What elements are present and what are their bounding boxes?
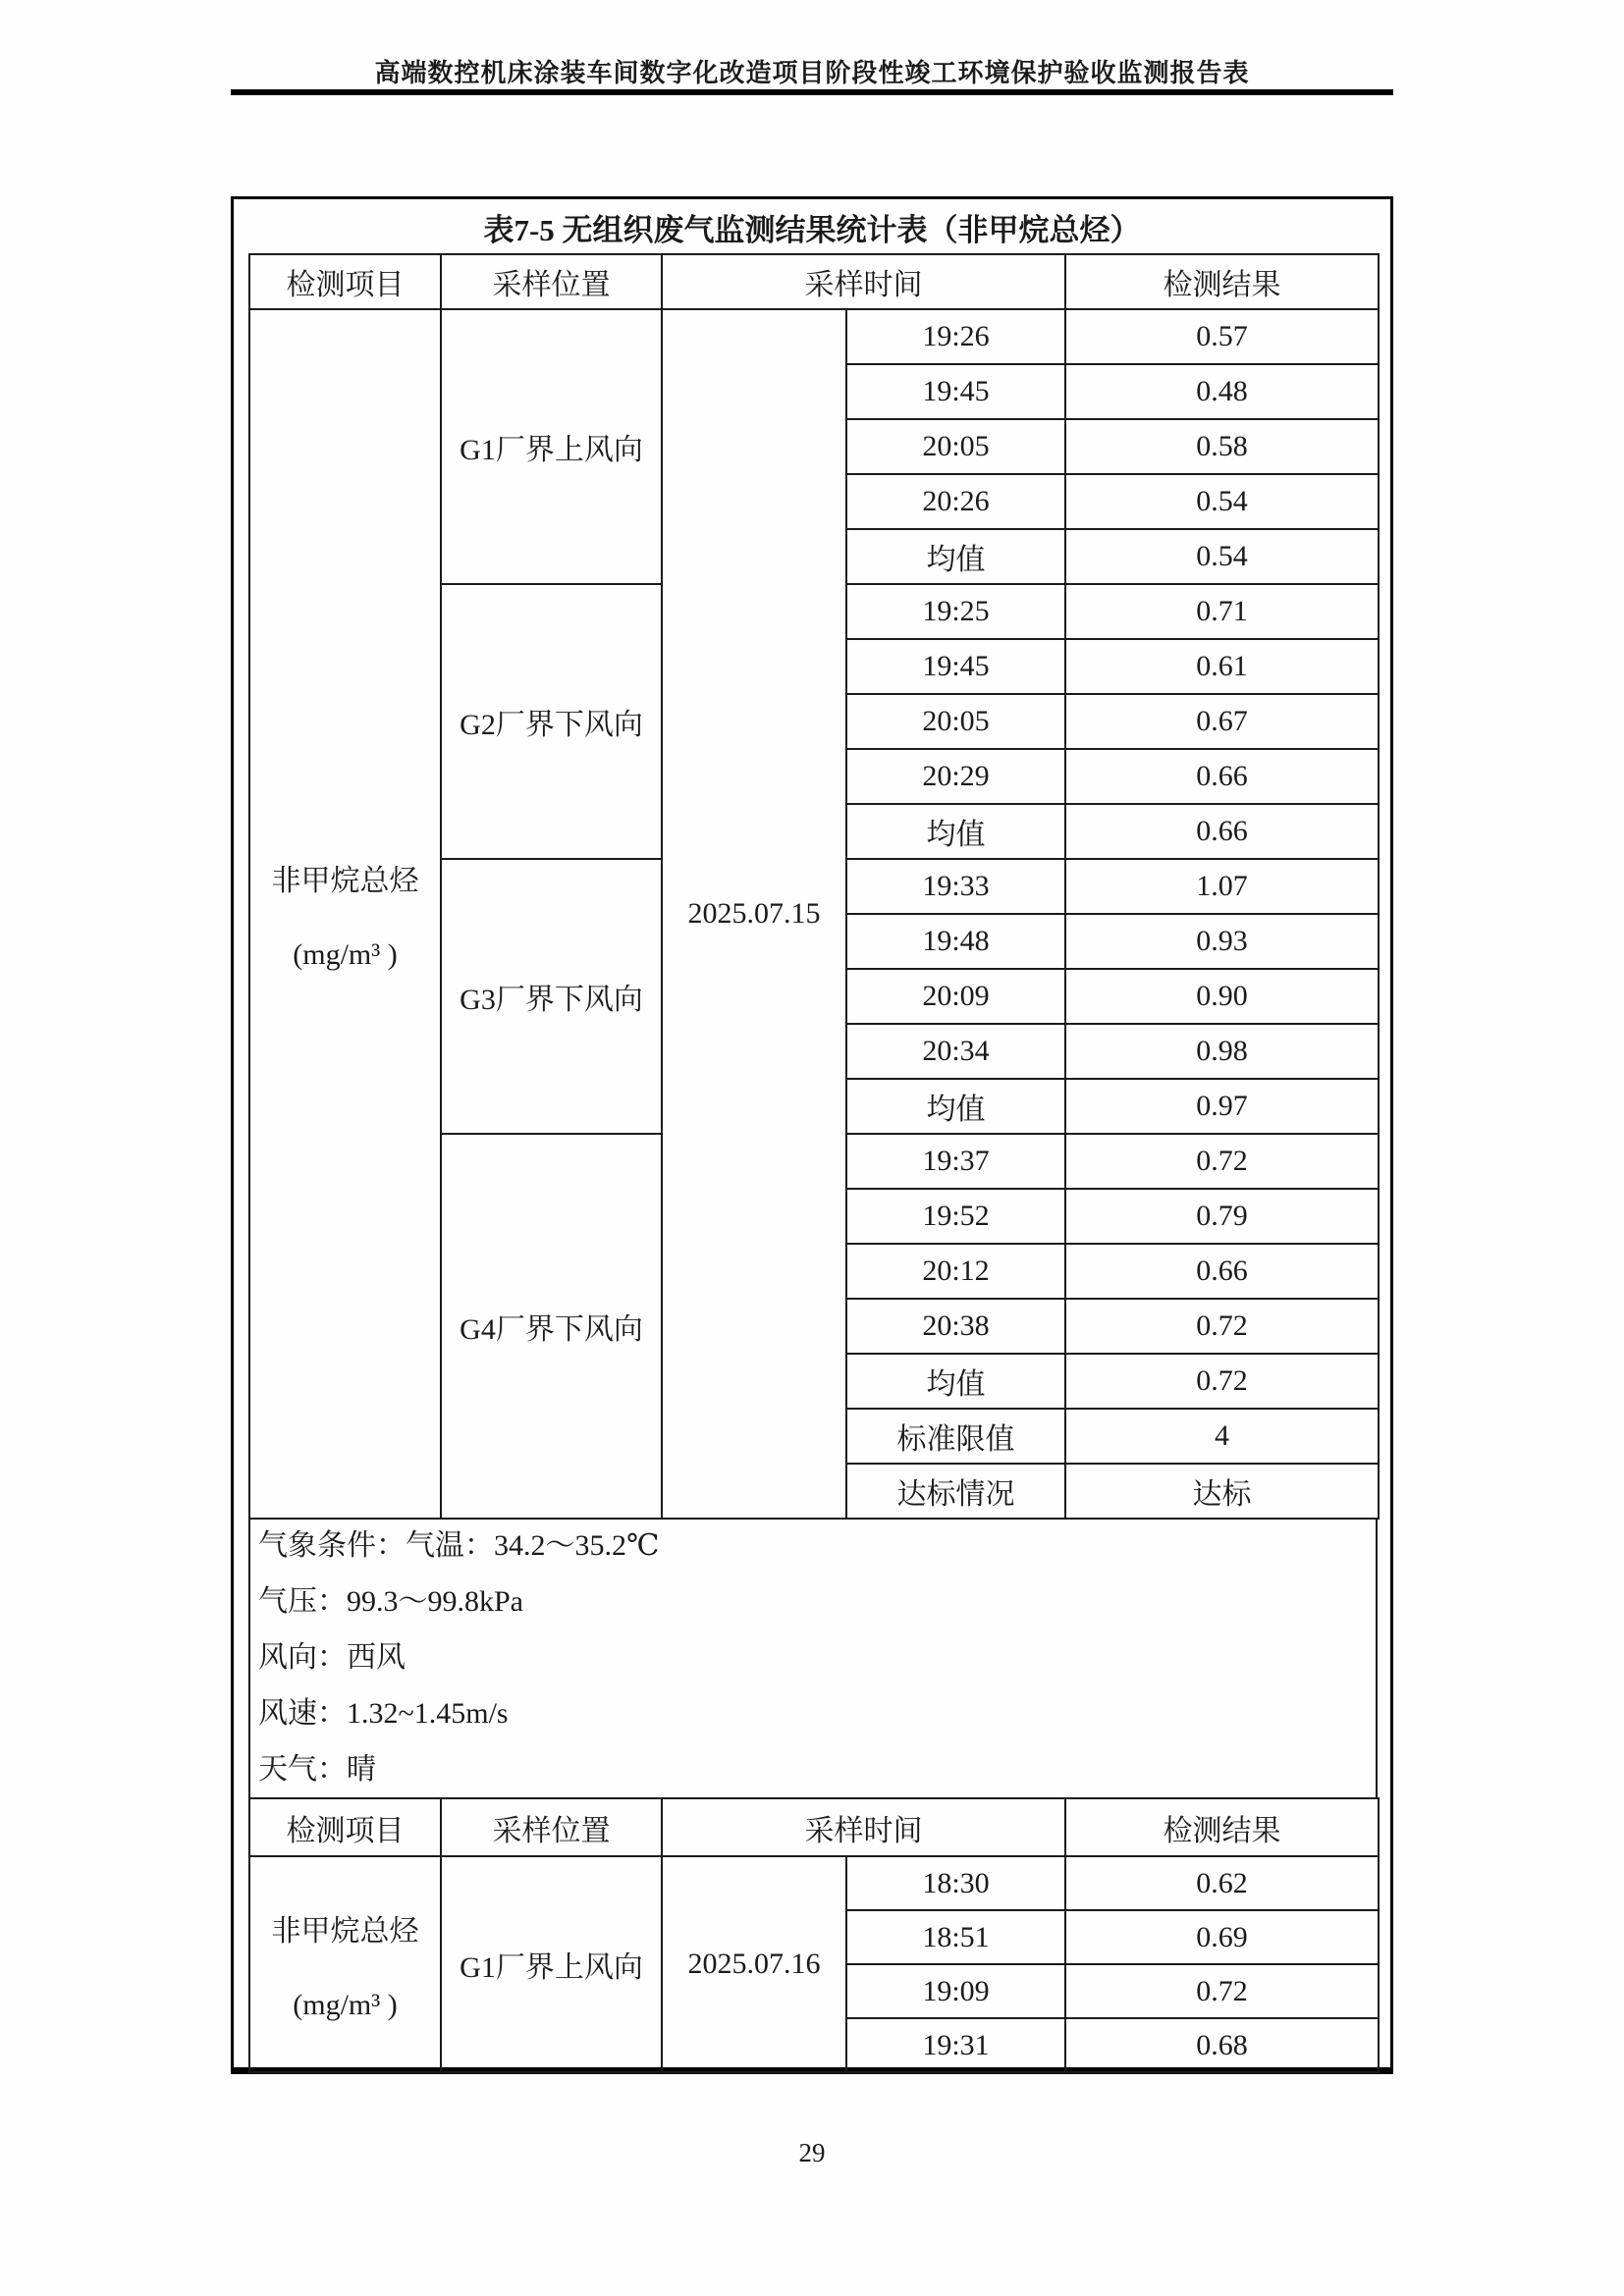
time-cell: 19:52 [846, 1189, 1065, 1244]
result-cell: 0.69 [1065, 1910, 1379, 1964]
result-cell: 0.72 [1065, 1134, 1379, 1189]
time-cell: 均值 [846, 1354, 1065, 1409]
column-header-result: 检测结果 [1065, 1798, 1379, 1856]
time-cell: 19:37 [846, 1134, 1065, 1189]
result-cell: 0.68 [1065, 2018, 1379, 2072]
result-cell: 0.54 [1065, 474, 1379, 529]
column-header-item: 检测项目 [249, 1798, 441, 1856]
report-outer-frame [231, 196, 1393, 2074]
time-cell: 20:26 [846, 474, 1065, 529]
weather-pressure: 气压：99.3～99.8kPa [258, 1585, 523, 1618]
result-cell: 0.90 [1065, 969, 1379, 1024]
weather-sky: 天气：晴 [258, 1753, 376, 1786]
weather-conditions-section [248, 1518, 1378, 1797]
column-header-location: 采样位置 [441, 254, 662, 309]
time-cell: 20:38 [846, 1299, 1065, 1354]
time-cell: 均值 [846, 1079, 1065, 1134]
location-cell-g2: G2厂界下风向 [441, 584, 662, 859]
column-header-location: 采样位置 [441, 1798, 662, 1856]
result-cell: 0.58 [1065, 419, 1379, 474]
result-cell: 0.66 [1065, 1244, 1379, 1299]
compliance-value-cell: 达标 [1065, 1464, 1379, 1519]
result-cell: 0.98 [1065, 1024, 1379, 1079]
weather-wind-speed: 风速：1.32~1.45m/s [258, 1697, 509, 1730]
result-cell: 0.54 [1065, 529, 1379, 584]
weather-temperature: 气象条件：气温：34.2～35.2℃ [258, 1529, 660, 1562]
time-cell: 19:48 [846, 914, 1065, 969]
item-name: 非甲烷总烃 [271, 1915, 419, 1948]
item-cell [249, 309, 441, 1519]
location-cell-g3: G3厂界下风向 [441, 859, 662, 1134]
time-cell: 19:31 [846, 2018, 1065, 2072]
time-cell: 20:05 [846, 694, 1065, 749]
time-cell: 19:33 [846, 859, 1065, 914]
result-cell: 0.72 [1065, 1354, 1379, 1409]
limit-label-cell: 标准限值 [846, 1409, 1065, 1464]
result-cell: 0.66 [1065, 804, 1379, 859]
limit-value-cell: 4 [1065, 1409, 1379, 1464]
document-header-title: 高端数控机床涂装车间数字化改造项目阶段性竣工环境保护验收监测报告表 [374, 59, 1250, 87]
result-cell: 0.48 [1065, 364, 1379, 419]
item-unit: (mg/m³ ) [293, 938, 398, 971]
result-cell: 0.61 [1065, 639, 1379, 694]
result-cell: 0.67 [1065, 694, 1379, 749]
result-cell: 0.72 [1065, 1299, 1379, 1354]
time-cell: 均值 [846, 804, 1065, 859]
header-divider-rule [231, 89, 1393, 95]
time-cell: 19:26 [846, 309, 1065, 364]
time-cell: 19:45 [846, 364, 1065, 419]
item-cell [249, 1856, 441, 2072]
result-cell: 1.07 [1065, 859, 1379, 914]
time-cell: 20:05 [846, 419, 1065, 474]
column-header-time: 采样时间 [662, 1798, 1065, 1856]
table-row [249, 309, 1379, 364]
time-cell: 20:12 [846, 1244, 1065, 1299]
time-cell: 18:30 [846, 1856, 1065, 1910]
date-cell: 2025.07.16 [662, 1856, 846, 2072]
date-cell: 2025.07.15 [662, 309, 846, 1519]
monitoring-table-2025-07-15 [248, 253, 1380, 1520]
page-number: 29 [798, 2138, 826, 2167]
item-unit: (mg/m³ ) [293, 1989, 398, 2021]
location-cell-g4: G4厂界下风向 [441, 1134, 662, 1519]
result-cell: 0.62 [1065, 1856, 1379, 1910]
result-cell: 0.97 [1065, 1079, 1379, 1134]
weather-wind-direction: 风向：西风 [258, 1641, 406, 1674]
location-cell-g1: G1厂界上风向 [441, 309, 662, 584]
result-cell: 0.79 [1065, 1189, 1379, 1244]
table-header-row [249, 1798, 1379, 1856]
result-cell: 0.72 [1065, 1964, 1379, 2018]
time-cell: 20:34 [846, 1024, 1065, 1079]
result-cell: 0.66 [1065, 749, 1379, 804]
time-cell: 均值 [846, 529, 1065, 584]
time-cell: 20:29 [846, 749, 1065, 804]
column-header-result: 检测结果 [1065, 254, 1379, 309]
location-cell-g1: G1厂界上风向 [441, 1856, 662, 2072]
time-cell: 19:09 [846, 1964, 1065, 2018]
column-header-item: 检测项目 [249, 254, 441, 309]
time-cell: 19:45 [846, 639, 1065, 694]
table-header-row [249, 254, 1379, 309]
time-cell: 19:25 [846, 584, 1065, 639]
table-title: 表7-5 无组织废气监测结果统计表（非甲烷总烃） [483, 213, 1141, 247]
compliance-label-cell: 达标情况 [846, 1464, 1065, 1519]
time-cell: 18:51 [846, 1910, 1065, 1964]
result-cell: 0.57 [1065, 309, 1379, 364]
item-name: 非甲烷总烃 [271, 865, 419, 897]
monitoring-table-2025-07-16 [248, 1797, 1380, 2073]
table-row [249, 1856, 1379, 1910]
result-cell: 0.93 [1065, 914, 1379, 969]
result-cell: 0.71 [1065, 584, 1379, 639]
time-cell: 20:09 [846, 969, 1065, 1024]
column-header-time: 采样时间 [662, 254, 1065, 309]
